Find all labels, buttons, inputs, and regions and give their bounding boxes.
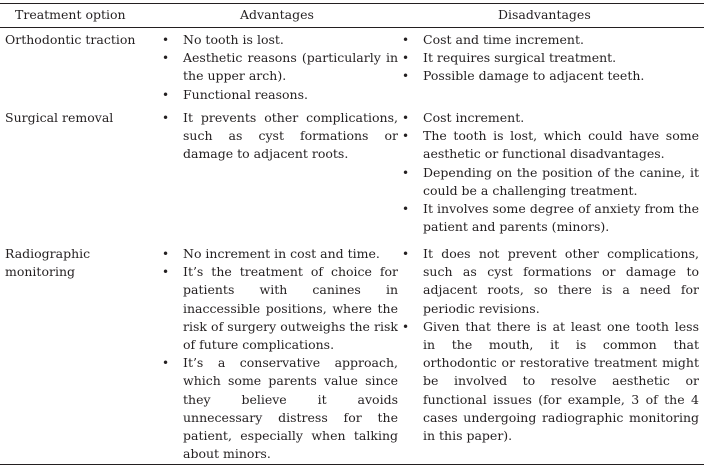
bullet-icon: •	[162, 247, 170, 261]
row-advantages-surgical-removal	[162, 109, 398, 164]
table-top-rule	[0, 3, 704, 4]
header-advantages: Advantages	[240, 7, 314, 22]
row-option-surgical-removal: Surgical removal	[5, 110, 114, 125]
bullet-icon: •	[162, 111, 170, 125]
bullet-icon: •	[402, 33, 410, 47]
row-option-orthodontic-traction: Orthodontic traction	[5, 32, 136, 47]
list-item: • It involves some degree of anxiety from the patient and parents (minors).	[402, 201, 699, 235]
bullet-icon: •	[402, 319, 410, 334]
table-bottom-rule	[0, 464, 704, 465]
row-advantages-radiographic-monitoring	[162, 245, 398, 463]
bullet-icon: •	[162, 87, 170, 102]
list-item: • It prevents other complications, such as cyst formations or damage to adjacent roots.	[162, 110, 398, 162]
bullet-icon: •	[162, 265, 170, 280]
list-item: • No tooth is lost.	[162, 31, 398, 49]
list-item: • Possible damage to adjacent teeth.	[402, 67, 699, 85]
row-disadvantages-surgical-removal	[402, 109, 699, 236]
list-item: • It’s a conservative approach, which some parents value since they believe it avoids unnecessary distress for the patient, especially when talking about minors.	[162, 355, 398, 462]
bullet-icon: •	[402, 247, 410, 261]
bullet-icon: •	[402, 129, 410, 144]
bullet-icon: •	[402, 111, 410, 125]
bullet-icon: •	[402, 51, 410, 66]
list-item: • Aesthetic reasons (particularly in the upper arch).	[162, 50, 398, 84]
treatment-options-table	[0, 3, 704, 465]
bullet-icon: •	[402, 69, 410, 84]
list-item: • No increment in cost and time.	[162, 245, 398, 263]
list-item: • Cost increment.	[402, 109, 699, 127]
row-disadvantages-orthodontic-traction	[402, 31, 699, 86]
bullet-icon: •	[162, 51, 170, 66]
header-disadvantages: Disadvantages	[498, 7, 591, 22]
list-item: • Functional reasons.	[162, 86, 398, 104]
list-item: • The tooth is lost, which could have some aesthetic or functional disadvantages.	[402, 128, 699, 162]
bullet-icon: •	[402, 202, 410, 217]
row-option-radiographic-monitoring: Radiographic monitoring	[5, 246, 91, 280]
bullet-icon: •	[402, 165, 410, 180]
list-item: • Depending on the position of the canine, it could be a challenging treatment.	[402, 164, 699, 198]
row-disadvantages-radiographic-monitoring	[402, 245, 699, 445]
list-item: • It’s the treatment of choice for patients with canines in inaccessible positions, where the risk of surgery outweighs the risk of future complications.	[162, 264, 398, 353]
header-treatment-option: Treatment option	[15, 7, 126, 22]
list-item: • Cost and time increment.	[402, 31, 699, 49]
list-item: • It requires surgical treatment.	[402, 49, 699, 67]
header-bottom-rule	[0, 27, 704, 28]
bullet-icon: •	[162, 33, 170, 47]
bullet-icon: •	[162, 356, 170, 371]
list-item: • Given that there is at least one tooth less in the mouth, it is common that orthodontic or restorative treatment might be involved to resolve aesthetic or functional issues (for example, 3 of the 4 cases undergoing radiographic monitoring in this paper).	[402, 318, 699, 444]
row-advantages-orthodontic-traction	[162, 31, 398, 104]
list-item: • It does not prevent other complications, such as cyst formations or damage to adjacent roots, so there is a need for periodic revisions.	[402, 246, 699, 316]
